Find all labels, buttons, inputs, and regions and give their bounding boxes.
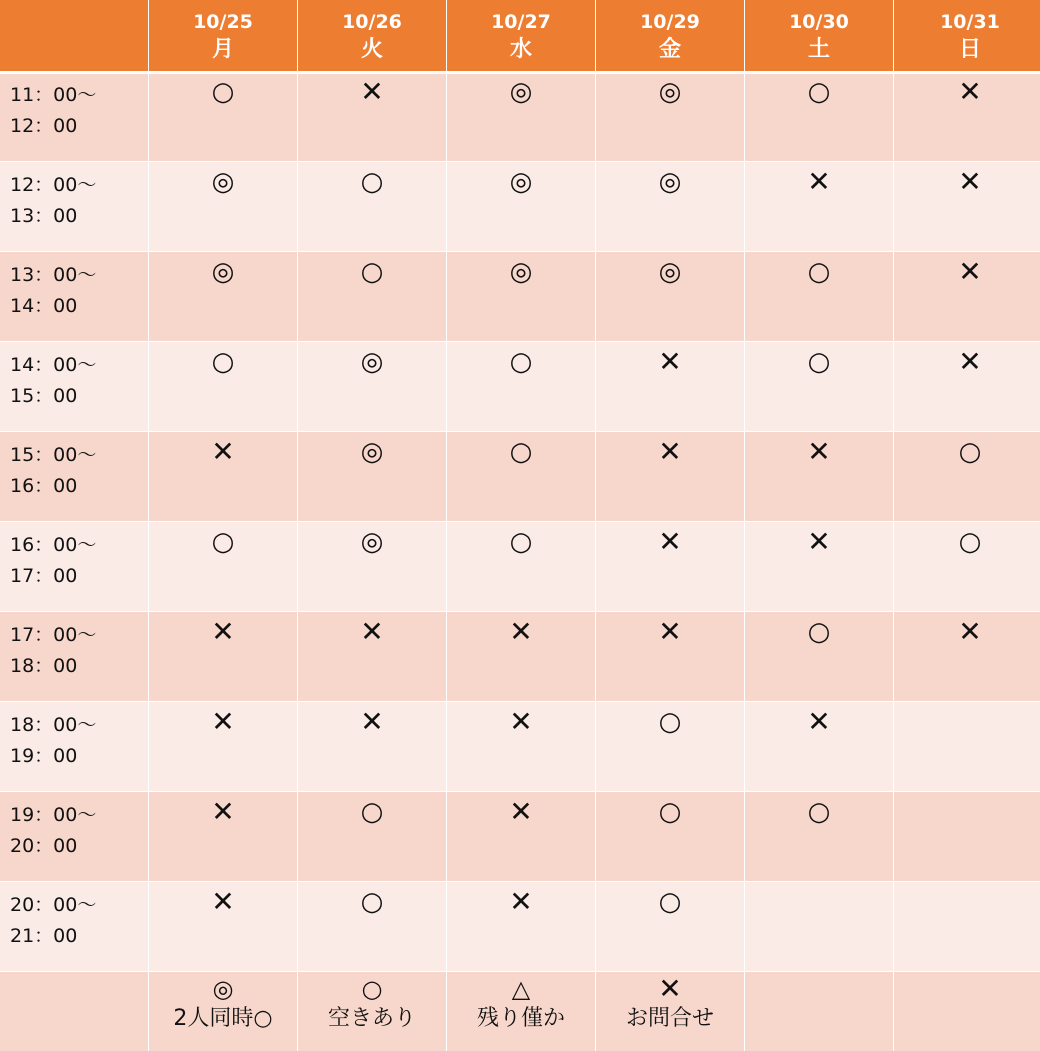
cross-mark: ✕ — [447, 702, 595, 791]
circle-mark: ○ — [596, 702, 744, 791]
day-date: 10/27 — [491, 10, 551, 33]
time-slot-label — [0, 612, 148, 701]
cross-mark: ✕ — [149, 612, 297, 701]
double-circle-mark: ◎ — [596, 162, 744, 251]
day-of-week: 日 — [958, 36, 981, 62]
double-circle-mark: ◎ — [149, 162, 297, 251]
cross-mark: ✕ — [894, 612, 1040, 701]
time-slot-label — [0, 522, 148, 611]
circle-mark: ○ — [745, 612, 893, 701]
time-from: 19：00～ — [10, 804, 97, 826]
time-from: 16：00～ — [10, 534, 97, 556]
circle-mark: ○ — [745, 72, 893, 161]
day-date: 10/25 — [193, 10, 253, 33]
cross-mark: ✕ — [745, 162, 893, 251]
cross-mark: ✕ — [894, 72, 1040, 161]
cross-mark: ✕ — [658, 972, 682, 1005]
day-of-week: 火 — [360, 36, 383, 62]
circle-mark: ○ — [149, 72, 297, 161]
cross-mark: ✕ — [745, 432, 893, 521]
cross-mark: ✕ — [745, 702, 893, 791]
circle-mark: ○ — [894, 432, 1040, 521]
time-slot-label — [0, 432, 148, 521]
circle-mark: ○ — [298, 252, 446, 341]
circle-mark: ○ — [447, 522, 595, 611]
circle-mark: ○ — [894, 522, 1040, 611]
cross-mark: ✕ — [149, 792, 297, 881]
cross-mark: ✕ — [596, 612, 744, 701]
circle-mark: ○ — [298, 792, 446, 881]
circle-mark: ○ — [149, 522, 297, 611]
cross-mark: ✕ — [149, 432, 297, 521]
day-of-week: 金 — [658, 36, 681, 62]
cross-mark: ✕ — [894, 162, 1040, 251]
circle-mark: ○ — [298, 882, 446, 971]
day-of-week: 土 — [807, 36, 830, 62]
double-circle-mark: ◎ — [298, 522, 446, 611]
double-circle-mark: ◎ — [149, 252, 297, 341]
time-slot-label — [0, 342, 148, 431]
empty-mark — [894, 882, 1040, 971]
double-circle-mark: ◎ — [596, 252, 744, 341]
time-to: 15：00 — [10, 385, 78, 407]
cross-mark: ✕ — [447, 792, 595, 881]
time-from: 20：00～ — [10, 894, 97, 916]
header-divider — [0, 71, 1040, 74]
cross-mark: ✕ — [298, 612, 446, 701]
day-date: 10/31 — [940, 10, 1000, 33]
time-from: 11：00～ — [10, 84, 97, 106]
legend-item — [894, 972, 1040, 1051]
legend-item — [745, 972, 893, 1051]
double-circle-mark: ◎ — [298, 342, 446, 431]
day-header — [149, 0, 297, 71]
legend-item — [596, 972, 744, 1051]
cross-mark: ✕ — [596, 432, 744, 521]
time-to: 13：00 — [10, 205, 78, 227]
day-header — [447, 0, 595, 71]
cross-mark: ✕ — [298, 72, 446, 161]
time-slot-label — [0, 72, 148, 161]
empty-mark — [745, 882, 893, 971]
time-to: 14：00 — [10, 295, 78, 317]
circle-mark: ○ — [298, 162, 446, 251]
circle-mark: ○ — [596, 882, 744, 971]
time-slot-label — [0, 792, 148, 881]
time-slot-label — [0, 162, 148, 251]
day-of-week: 水 — [509, 36, 532, 62]
time-from: 18：00～ — [10, 714, 97, 736]
day-header — [596, 0, 744, 71]
empty-mark — [894, 792, 1040, 881]
double-circle-mark: ◎ — [447, 162, 595, 251]
time-to: 16：00 — [10, 475, 78, 497]
legend-item — [149, 972, 297, 1051]
legend-corner — [0, 972, 148, 1051]
cross-mark: ✕ — [149, 702, 297, 791]
cross-mark: ✕ — [149, 882, 297, 971]
cross-mark: ✕ — [894, 342, 1040, 431]
circle-mark: ○ — [447, 432, 595, 521]
legend-label: お問合せ — [625, 1006, 714, 1031]
legend-label: 2人同時○ — [173, 1006, 273, 1031]
cross-mark: ✕ — [447, 612, 595, 701]
time-to: 20：00 — [10, 835, 78, 857]
circle-mark: ○ — [361, 975, 383, 1003]
cross-mark: ✕ — [596, 342, 744, 431]
day-header — [894, 0, 1040, 71]
triangle-mark: △ — [511, 975, 531, 1003]
double-circle-mark: ◎ — [212, 975, 234, 1003]
circle-mark: ○ — [745, 252, 893, 341]
double-circle-mark: ◎ — [447, 72, 595, 161]
circle-mark: ○ — [149, 342, 297, 431]
time-to: 17：00 — [10, 565, 78, 587]
time-from: 17：00～ — [10, 624, 97, 646]
legend-label: 残り僅か — [476, 1006, 565, 1031]
time-from: 15：00～ — [10, 444, 97, 466]
time-to: 12：00 — [10, 115, 78, 137]
cross-mark: ✕ — [596, 522, 744, 611]
cross-mark: ✕ — [298, 702, 446, 791]
day-date: 10/26 — [342, 10, 402, 33]
cross-mark: ✕ — [447, 882, 595, 971]
day-of-week: 月 — [211, 36, 234, 62]
time-from: 14：00～ — [10, 354, 97, 376]
header-corner — [0, 0, 148, 71]
time-to: 21：00 — [10, 925, 78, 947]
time-to: 18：00 — [10, 655, 78, 677]
cross-mark: ✕ — [745, 522, 893, 611]
double-circle-mark: ◎ — [298, 432, 446, 521]
time-slot-label — [0, 702, 148, 791]
time-to: 19：00 — [10, 745, 78, 767]
legend-item — [298, 972, 446, 1051]
time-from: 12：00～ — [10, 174, 97, 196]
circle-mark: ○ — [447, 342, 595, 431]
day-header — [745, 0, 893, 71]
cross-mark: ✕ — [894, 252, 1040, 341]
empty-mark — [894, 702, 1040, 791]
circle-mark: ○ — [596, 792, 744, 881]
circle-mark: ○ — [745, 342, 893, 431]
legend-label: 空きあり — [327, 1006, 416, 1031]
double-circle-mark: ◎ — [596, 72, 744, 161]
time-slot-label — [0, 882, 148, 971]
circle-mark: ○ — [745, 792, 893, 881]
double-circle-mark: ◎ — [447, 252, 595, 341]
day-header — [298, 0, 446, 71]
day-date: 10/29 — [640, 10, 700, 33]
legend-item — [447, 972, 595, 1051]
time-from: 13：00～ — [10, 264, 97, 286]
day-date: 10/30 — [789, 10, 849, 33]
time-slot-label — [0, 252, 148, 341]
